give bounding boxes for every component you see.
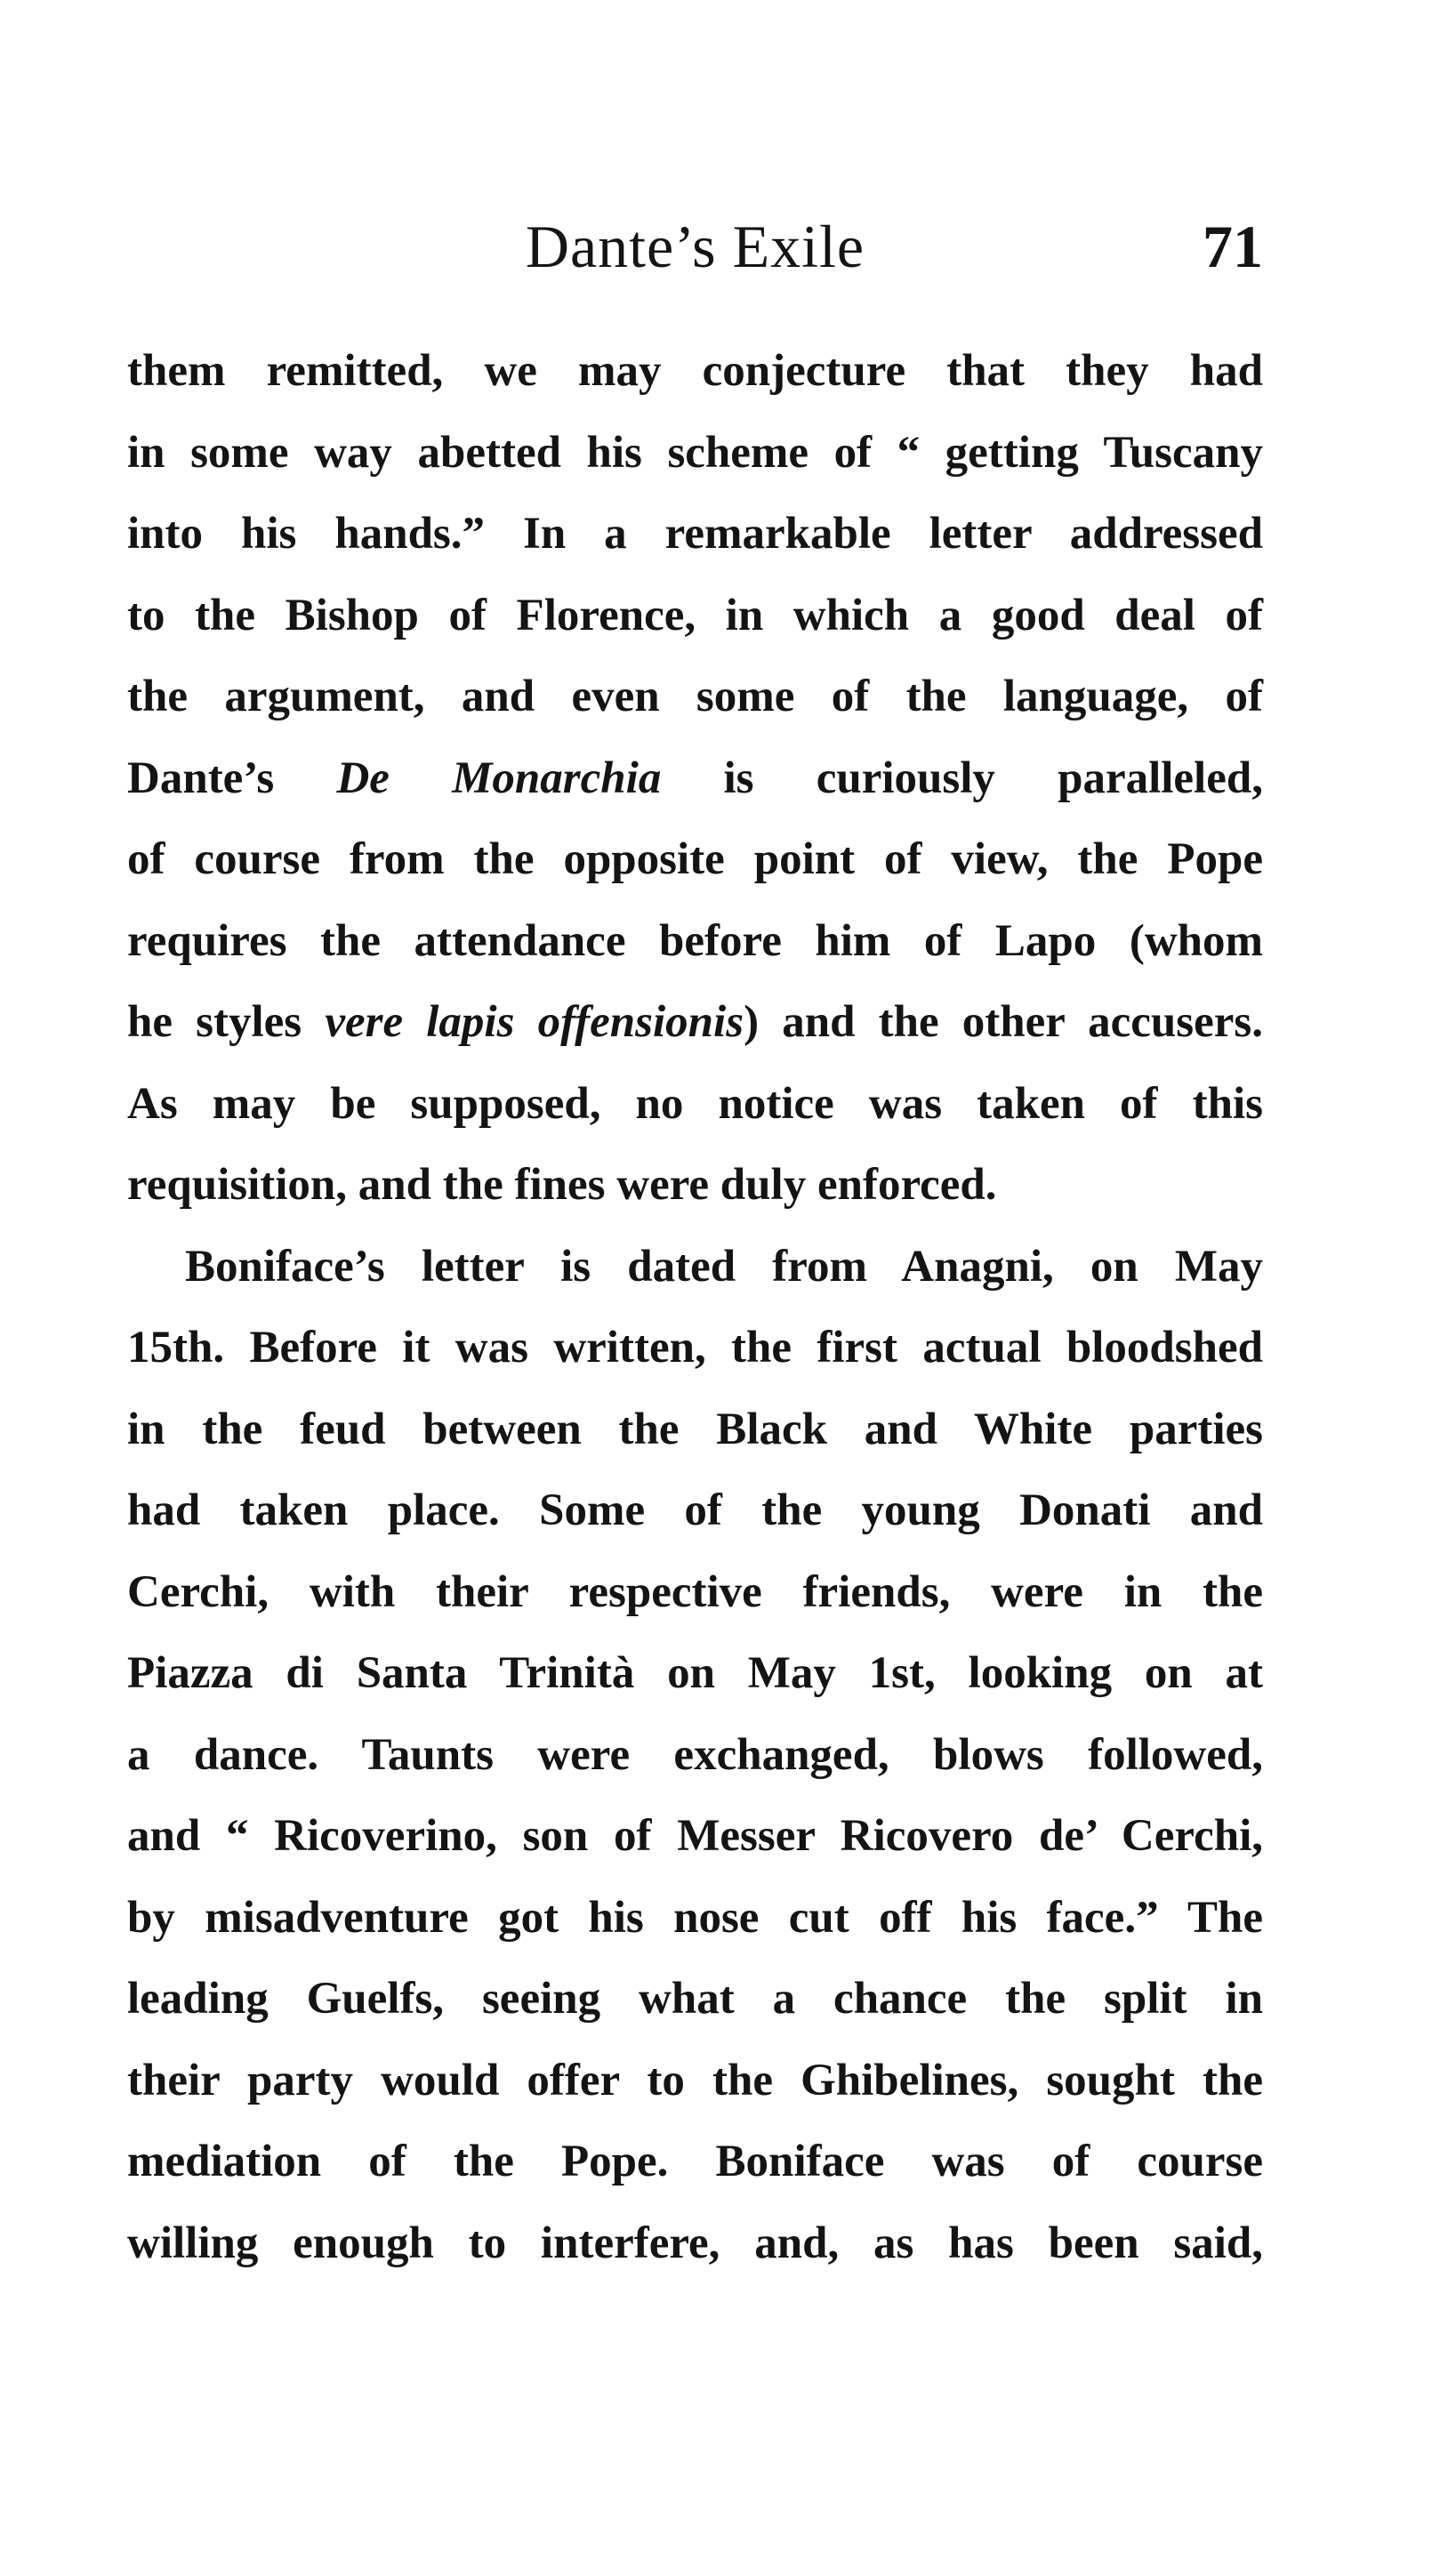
text-line xyxy=(127,2121,1263,2203)
text-run: Dante’s xyxy=(127,753,337,803)
text-run: Piazza di Santa Trinità on May 1st, looking on at xyxy=(127,1648,1263,1698)
text-line xyxy=(127,738,1263,820)
text-run: 15th. Before it was written, the first actual bloodshed xyxy=(127,1323,1263,1373)
page-number: 71 xyxy=(1203,213,1263,280)
text-line xyxy=(127,2041,1263,2122)
running-head xyxy=(127,206,1263,286)
text-run: in some way abetted his scheme of “ getting Tuscany xyxy=(127,427,1263,478)
italic-title-text: vere lapis offensionis xyxy=(325,997,744,1047)
text-line xyxy=(127,901,1263,983)
text-line xyxy=(127,494,1263,576)
text-run: willing enough to interfere, and, as has been said, xyxy=(127,2218,1263,2268)
text-run: had taken place. Some of the young Donati and xyxy=(127,1485,1263,1535)
text-run: requisition, and the fines were duly enforced. xyxy=(127,1160,997,1210)
text-line xyxy=(127,1470,1263,1552)
text-run: by misadventure got his nose cut off his face.” The xyxy=(127,1892,1263,1943)
text-line xyxy=(127,1389,1263,1471)
text-line xyxy=(127,1308,1263,1389)
text-run: to the Bishop of Florence, in which a good deal of xyxy=(127,590,1263,640)
text-run: leading Guelfs, seeing what a chance the split in xyxy=(127,1974,1263,2024)
text-run: Boniface’s letter is dated from Anagni, on May xyxy=(185,1241,1263,1292)
body-text xyxy=(127,331,1263,2284)
text-line xyxy=(127,1064,1263,1146)
text-run: a dance. Taunts were exchanged, blows followed, xyxy=(127,1729,1263,1780)
text-line xyxy=(127,1796,1263,1878)
text-line xyxy=(127,1715,1263,1797)
text-run: As may be supposed, no notice was taken of this xyxy=(127,1078,1263,1129)
text-run: the argument, and even some of the language, of xyxy=(127,672,1263,721)
text-line xyxy=(127,1959,1263,2041)
text-line xyxy=(127,1633,1263,1715)
text-run: mediation of the Pope. Boniface was of course xyxy=(127,2137,1263,2186)
text-run: and “ Ricoverino, son of Messer Ricovero de’ Cerchi, xyxy=(127,1811,1263,1861)
text-line xyxy=(127,1145,1263,1227)
text-line xyxy=(127,656,1263,738)
text-run: he styles xyxy=(127,997,326,1047)
text-line xyxy=(127,2203,1263,2285)
text-line xyxy=(127,413,1263,495)
text-run: requires the attendance before him of Lapo (whom xyxy=(127,915,1263,966)
text-run: Cerchi, with their respective friends, were in the xyxy=(127,1566,1263,1617)
text-line xyxy=(127,1227,1263,1308)
running-title: Dante’s Exile xyxy=(525,213,865,280)
text-run: ) and the other accusers. xyxy=(744,997,1263,1047)
text-run: into his hands.” In a remarkable letter addressed xyxy=(127,509,1263,559)
text-run: their party would offer to the Ghibelines, sought the xyxy=(127,2055,1263,2105)
text-run: is curiously paralleled, xyxy=(661,753,1263,803)
text-line xyxy=(127,982,1263,1064)
text-line xyxy=(127,1878,1263,1960)
text-line xyxy=(127,819,1263,901)
text-line xyxy=(127,331,1263,413)
text-run: in the feud between the Black and White parties xyxy=(127,1404,1263,1454)
text-run: them remitted, we may conjecture that they had xyxy=(127,346,1263,396)
text-run: of course from the opposite point of view, the Pope xyxy=(127,834,1263,884)
italic-title-text: De Monarchia xyxy=(336,753,662,803)
text-line xyxy=(127,576,1263,657)
text-line xyxy=(127,1552,1263,1634)
